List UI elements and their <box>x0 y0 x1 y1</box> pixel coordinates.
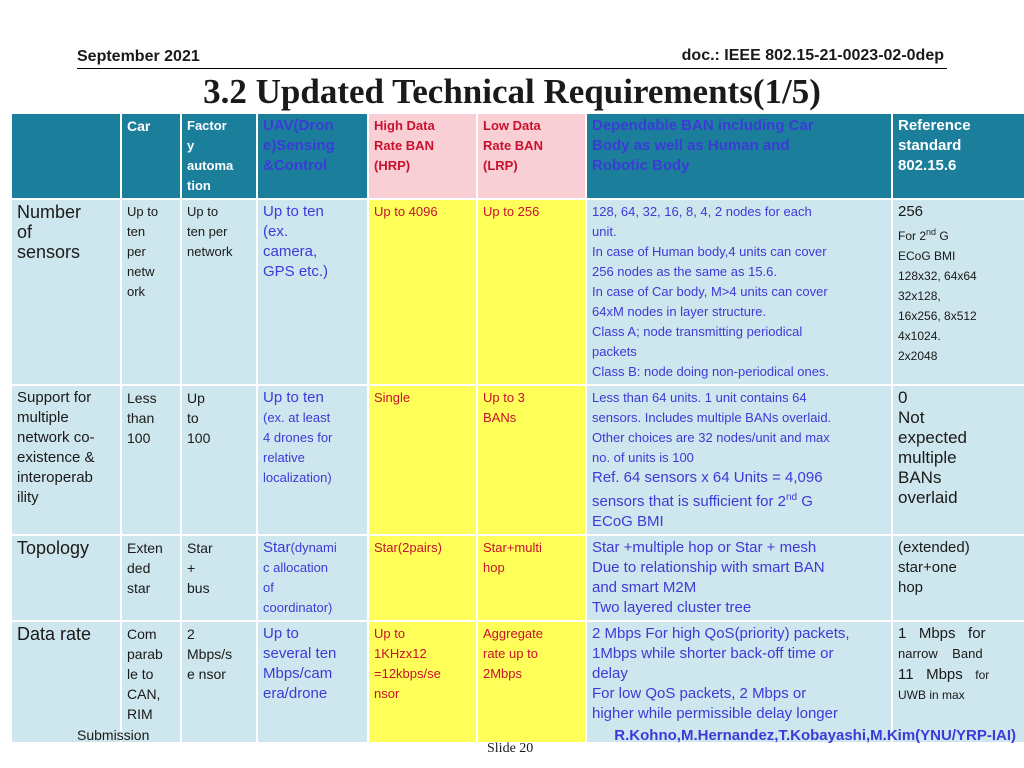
table-row-topology <box>11 535 1024 621</box>
cell-coexistence-hrp: Single <box>368 385 477 535</box>
header-corner <box>11 113 121 199</box>
cell-datarate-factory: 2 Mbps/s e nsor <box>181 621 257 743</box>
header-dependable-ban: Dependable BAN including Car Body as well as Human and Robotic Body <box>586 113 892 199</box>
cell-coexistence-dependable: Less than 64 units. 1 unit contains 64 sensors. Includes multiple BANs overlaid. Other choices are 32 nodes/unit and max no. of units is 100 Ref. 64 sensors x 64 Units = 4,096 sensors that is sufficient for 2nd G ECoG BMI <box>586 385 892 535</box>
cell-datarate-hrp: Up to 1KHzx12 =12kbps/se nsor <box>368 621 477 743</box>
cell-sensors-hrp: Up to 4096 <box>368 199 477 385</box>
cell-sensors-uav: Up to ten (ex. camera, GPS etc.) <box>257 199 368 385</box>
cell-coexistence-uav: Up to ten (ex. at least 4 drones for relative localization) <box>257 385 368 535</box>
cell-datarate-uav: Up to several ten Mbps/cam era/drone <box>257 621 368 743</box>
cell-datarate-dependable: 2 Mbps For high QoS(priority) packets, 1Mbps while shorter back-off time or delay For low QoS packets, 2 Mbps or higher while permissible delay longer <box>586 621 892 743</box>
header-lrp: Low Data Rate BAN (LRP) <box>477 113 586 199</box>
cell-coexistence-lrp: Up to 3 BANs <box>477 385 586 535</box>
header-uav: UAV(Dron e)Sensing &Control <box>257 113 368 199</box>
table-row-sensors <box>11 199 1024 385</box>
cell-datarate-car: Com parab le to CAN, RIM <box>121 621 181 743</box>
header-factory: Factor y automa tion <box>181 113 257 199</box>
table-row-coexistence <box>11 385 1024 535</box>
slide-title: 3.2 Updated Technical Requirements(1/5) <box>203 72 821 111</box>
header-divider <box>77 68 947 69</box>
cell-topology-uav: Star(dynami c allocation of coordinator) <box>257 535 368 621</box>
cell-topology-factory: Star + bus <box>181 535 257 621</box>
row-label-topology: Topology <box>11 535 121 621</box>
cell-sensors-reference: 256 For 2nd G ECoG BMI 128x32, 64x64 32x128, 16x256, 8x512 4x1024. 2x2048 <box>892 199 1024 385</box>
cell-topology-hrp: Star(2pairs) <box>368 535 477 621</box>
cell-datarate-reference: 1 Mbps for narrow Band 11 Mbps for UWB in max <box>892 621 1024 743</box>
row-label-sensors: Number of sensors <box>11 199 121 385</box>
cell-topology-car: Exten ded star <box>121 535 181 621</box>
cell-coexistence-reference: 0 Not expected multiple BANs overlaid <box>892 385 1024 535</box>
cell-sensors-lrp: Up to 256 <box>477 199 586 385</box>
cell-sensors-dependable: 128, 64, 32, 16, 8, 4, 2 nodes for each unit. In case of Human body,4 units can cover 256 nodes as the same as 15.6. In case of Car body, M>4 units can cover 64xM nodes in layer structure. Class A; node transmitting periodical packets Class B: node doing non-periodical ones. <box>586 199 892 385</box>
cell-topology-lrp: Star+multi hop <box>477 535 586 621</box>
cell-topology-reference: (extended) star+one hop <box>892 535 1024 621</box>
cell-coexistence-factory: Up to 100 <box>181 385 257 535</box>
header-date: September 2021 <box>77 48 200 65</box>
header-car: Car <box>121 113 181 199</box>
row-label-datarate: Data rate <box>11 621 121 743</box>
table-header-row <box>11 113 1024 199</box>
footer-authors: R.Kohno,M.Hernandez,T.Kobayashi,M.Kim(YNU/YRP-IAI) <box>614 727 1016 744</box>
header-hrp: High Data Rate BAN (HRP) <box>368 113 477 199</box>
cell-coexistence-car: Less than 100 <box>121 385 181 535</box>
header-doc-id: doc.: IEEE 802.15-21-0023-02-0dep <box>681 47 944 64</box>
table-row-datarate <box>11 621 1024 743</box>
footer-slide-number: Slide 20 <box>487 741 534 756</box>
cell-sensors-factory: Up to ten per network <box>181 199 257 385</box>
requirements-table <box>10 112 1024 744</box>
cell-datarate-lrp: Aggregate rate up to 2Mbps <box>477 621 586 743</box>
header-reference: Reference standard 802.15.6 <box>892 113 1024 199</box>
cell-topology-dependable: Star +multiple hop or Star + mesh Due to relationship with smart BAN and smart M2M Two layered cluster tree <box>586 535 892 621</box>
row-label-coexistence: Support for multiple network co- existence & interoperab ility <box>11 385 121 535</box>
footer-submission: Submission <box>77 727 150 743</box>
cell-sensors-car: Up to ten per netw ork <box>121 199 181 385</box>
